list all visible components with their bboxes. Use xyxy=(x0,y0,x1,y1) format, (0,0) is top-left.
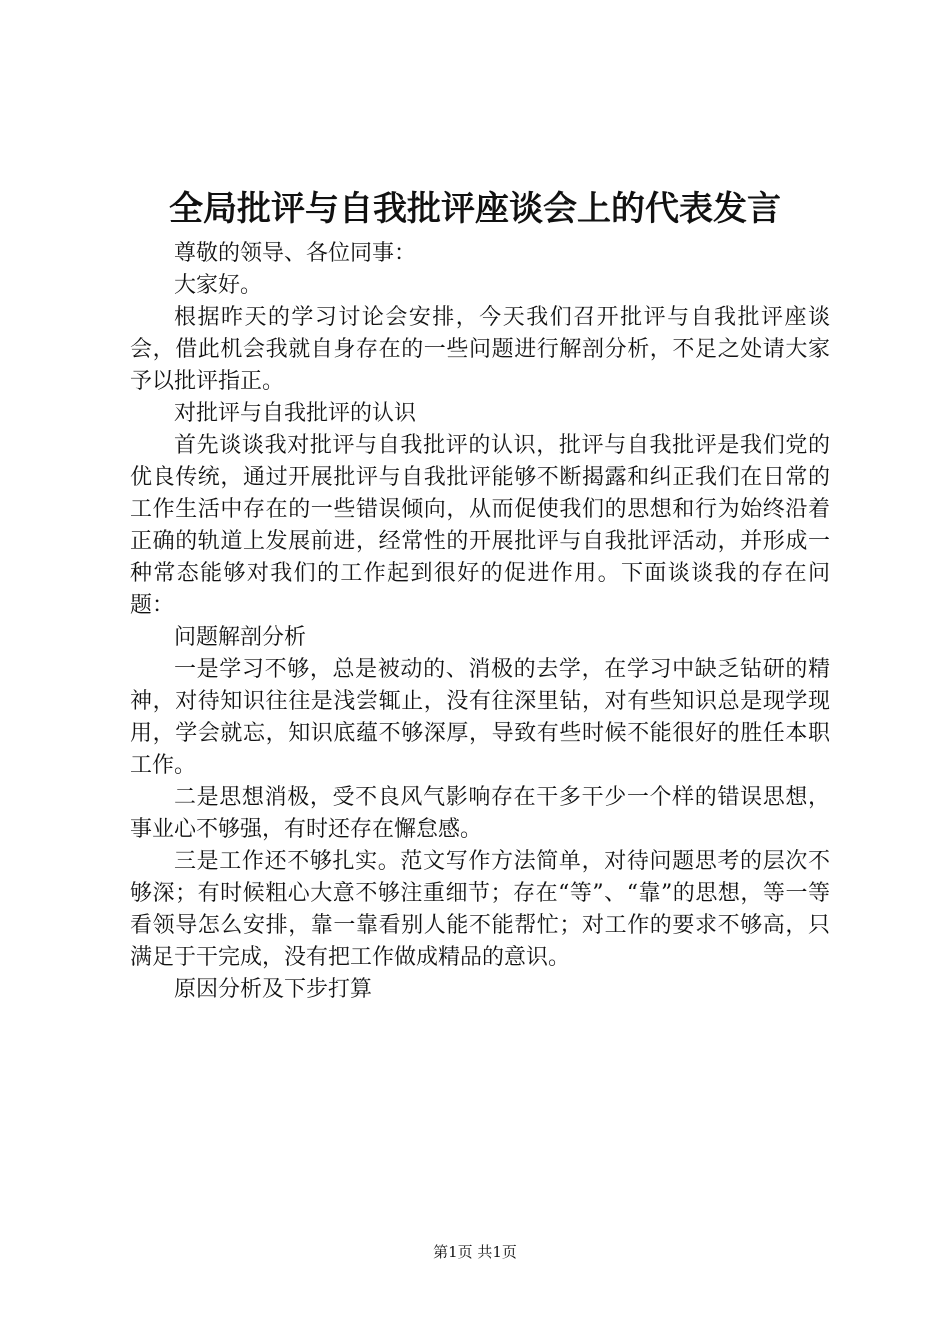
page-footer: 第1页 共1页 xyxy=(433,1243,517,1261)
section-heading-understanding: 对批评与自我批评的认识 xyxy=(174,401,417,426)
understanding-paragraph: 首先谈谈我对批评与自我批评的认识，批评与自我批评是我们党的优良传统，通过开展批评与自我批评能够不断揭露和纠正我们在日常的工作生活中存在的一些错误倾向，从而促使我们的思想和行为始终沿着正确的轨道上发展前进，经常性的开展批评与自我批评活动，并形成一种常态能够对我们的工作起到很好的促进作用。下面谈谈我的存在问题： xyxy=(130,433,830,618)
section-heading-problems: 问题解剖分析 xyxy=(174,625,307,650)
problem-paragraph-3: 三是工作还不够扎实。范文写作方法简单，对待问题思考的层次不够深；有时候粗心大意不够注重细节；存在“等”、“靠”的思想，等一等看领导怎么安排，靠一靠看别人能不能帮忙；对工作的要求不够高，只满足于干完成，没有把工作做成精品的意识。 xyxy=(130,849,830,970)
problem-paragraph-2: 二是思想消极，受不良风气影响存在干多干少一个样的错误思想，事业心不够强，有时还存在懈怠感。 xyxy=(130,785,830,842)
section-heading-causes: 原因分析及下步打算 xyxy=(174,977,373,1002)
greeting-line: 尊敬的领导、各位同事： xyxy=(174,241,417,266)
document-body xyxy=(130,238,830,1006)
salutation-line: 大家好。 xyxy=(174,273,263,298)
intro-paragraph: 根据昨天的学习讨论会安排，今天我们召开批评与自我批评座谈会，借此机会我就自身存在的一些问题进行解剖分析，不足之处请大家予以批评指正。 xyxy=(130,305,830,394)
problem-paragraph-1: 一是学习不够，总是被动的、消极的去学，在学习中缺乏钻研的精神，对待知识往往是浅尝辄止，没有往深里钻，对有些知识总是现学现用，学会就忘，知识底蕴不够深厚，导致有些时候不能很好的胜任本职工作。 xyxy=(130,657,830,778)
document-title: 全局批评与自我批评座谈会上的代表发言 xyxy=(169,189,781,229)
